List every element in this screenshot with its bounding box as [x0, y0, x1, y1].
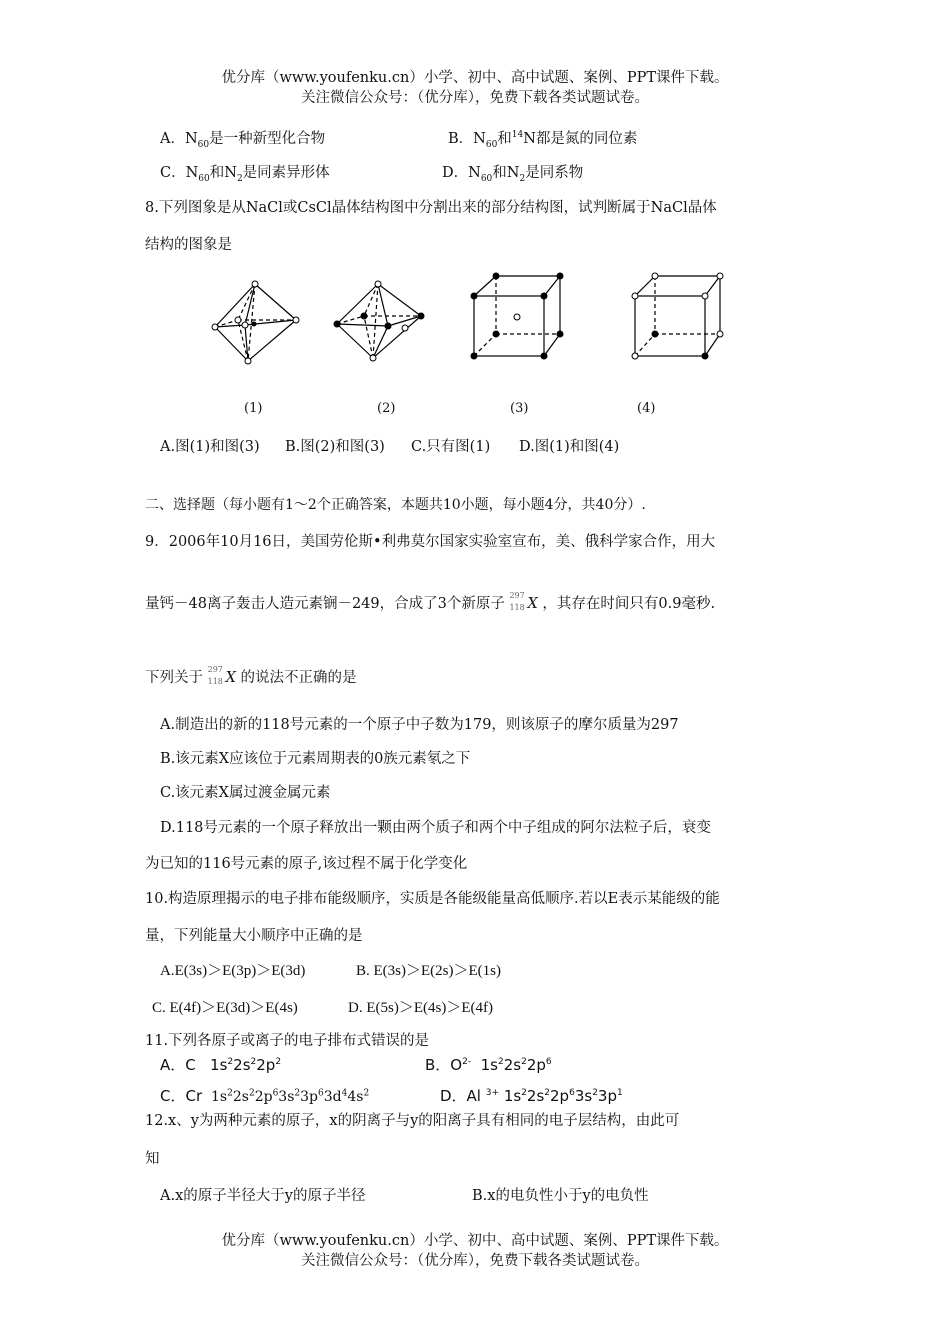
- crystal-figures: [200, 270, 740, 370]
- q7-option-a: A．$N_{60}$是一种新型化合物: [160, 131, 326, 150]
- q10-option-c: C. E(4f)＞E(3d)＞E(4s): [152, 1000, 298, 1016]
- q8-option-b: B.图(2)和图(3): [285, 439, 385, 455]
- q7-option-c: C．$N_{60}$和$N_2$是同素异形体: [160, 165, 330, 184]
- q11-option-c: C．Cr $1s^22s^22p^63s^23p^63d^44s^2$: [160, 1087, 370, 1105]
- figure-4-cube: [632, 273, 723, 360]
- figure-label-1: (1): [244, 401, 263, 416]
- q9-option-c: C.该元素X属过渡金属元素: [160, 785, 331, 801]
- q11-option-d: D．Al $^{3+}$ $1s^22s^22p^63s^23p^1$: [440, 1087, 623, 1105]
- q12-option-a: A.x的原子半径大于y的原子半径: [160, 1188, 366, 1204]
- figure-1-octahedron: [212, 281, 299, 364]
- nuclide-symbol-2: 297 118: [207, 665, 223, 686]
- q11-option-a: A．C $1s^22s^22p^2$: [160, 1056, 282, 1074]
- q8-stem-line-1: 8.下列图象是从NaCl或CsCl晶体结构图中分割出来的部分结构图，试判断属于NaCl晶体: [145, 200, 717, 216]
- q9-stem-line-2: 量钙－48离子轰击人造元素锎－249，合成了3个新原子 297 118 X ，其存在时间只有0.9毫秒.: [145, 591, 716, 612]
- header-line-1: 优分库（www.youfenku.cn）小学、初中、高中试题、案例、PPT课件下载。: [221, 70, 729, 86]
- figure-2-octahedron: [334, 281, 425, 361]
- q8-stem-line-2: 结构的图象是: [145, 237, 232, 253]
- figure-label-2: (2): [377, 401, 396, 416]
- nuclide-symbol-1: 297 118: [509, 591, 525, 612]
- q9-option-b: B.该元素X应该位于元素周期表的0族元素氡之下: [160, 751, 471, 767]
- q7-option-d: D．$N_{60}$和$N_2$是同系物: [442, 165, 584, 184]
- q9-option-d: D.118号元素的一个原子释放出一颗由两个质子和两个中子组成的阿尔法粒子后，衰变: [160, 820, 711, 836]
- header-line-2: 关注微信公众号：（优分库），免费下载各类试题试卷。: [301, 90, 649, 106]
- figure-label-4: (4): [637, 401, 656, 416]
- q8-option-c: C.只有图(1): [411, 439, 491, 455]
- q10-option-d: D. E(5s)＞E(4s)＞E(4f): [348, 1000, 493, 1016]
- q11-stem: 11.下列各原子或离子的电子排布式错误的是: [145, 1033, 430, 1049]
- section-2-title: 二、选择题（每小题有1～2个正确答案，本题共10小题，每小题4分，共40分）.: [145, 497, 646, 513]
- q12-option-b: B.x的电负性小于y的电负性: [472, 1188, 649, 1204]
- q9-option-a: A.制造出的新的118号元素的一个原子中子数为179，则该原子的摩尔质量为297: [160, 717, 679, 733]
- q12-stem-line-2: 知: [145, 1151, 160, 1167]
- q10-stem-line-2: 量，下列能量大小顺序中正确的是: [145, 928, 363, 944]
- q11-option-b: B．$O^{2-}$ $1s^22s^22p^6$: [425, 1056, 552, 1074]
- footer-line-2: 关注微信公众号：（优分库），免费下载各类试题试卷。: [301, 1253, 649, 1269]
- q12-stem-line-1: 12.x、y为两种元素的原子，x的阴离子与y的阳离子具有相同的电子层结构，由此可: [145, 1113, 680, 1129]
- q10-option-b: B. E(3s)＞E(2s)＞E(1s): [356, 963, 501, 979]
- q8-option-d: D.图(1)和图(4): [519, 439, 620, 455]
- figure-label-3: (3): [510, 401, 529, 416]
- footer-line-1: 优分库（www.youfenku.cn）小学、初中、高中试题、案例、PPT课件下载。: [221, 1233, 729, 1249]
- figure-3-cube: [471, 273, 564, 360]
- q9-stem-line-3: 下列关于 297 118 X 的说法不正确的是: [145, 665, 357, 686]
- q9-option-d-continued: 为已知的116号元素的原子,该过程不属于化学变化: [145, 856, 468, 872]
- q9-stem-line-1: 9．2006年10月16日，美国劳伦斯•利弗莫尔国家实验室宣布，美、俄科学家合作，用大: [145, 534, 716, 550]
- q10-stem-line-1: 10.构造原理揭示的电子排布能级顺序，实质是各能级能量高低顺序.若以E表示某能级的能: [145, 891, 720, 907]
- q7-option-b: B．$N_{60}$和$^{14}$N都是氮的同位素: [448, 130, 638, 150]
- q10-option-a: A.E(3s)＞E(3p)＞E(3d): [160, 963, 306, 979]
- q8-option-a: A.图(1)和图(3): [160, 439, 260, 455]
